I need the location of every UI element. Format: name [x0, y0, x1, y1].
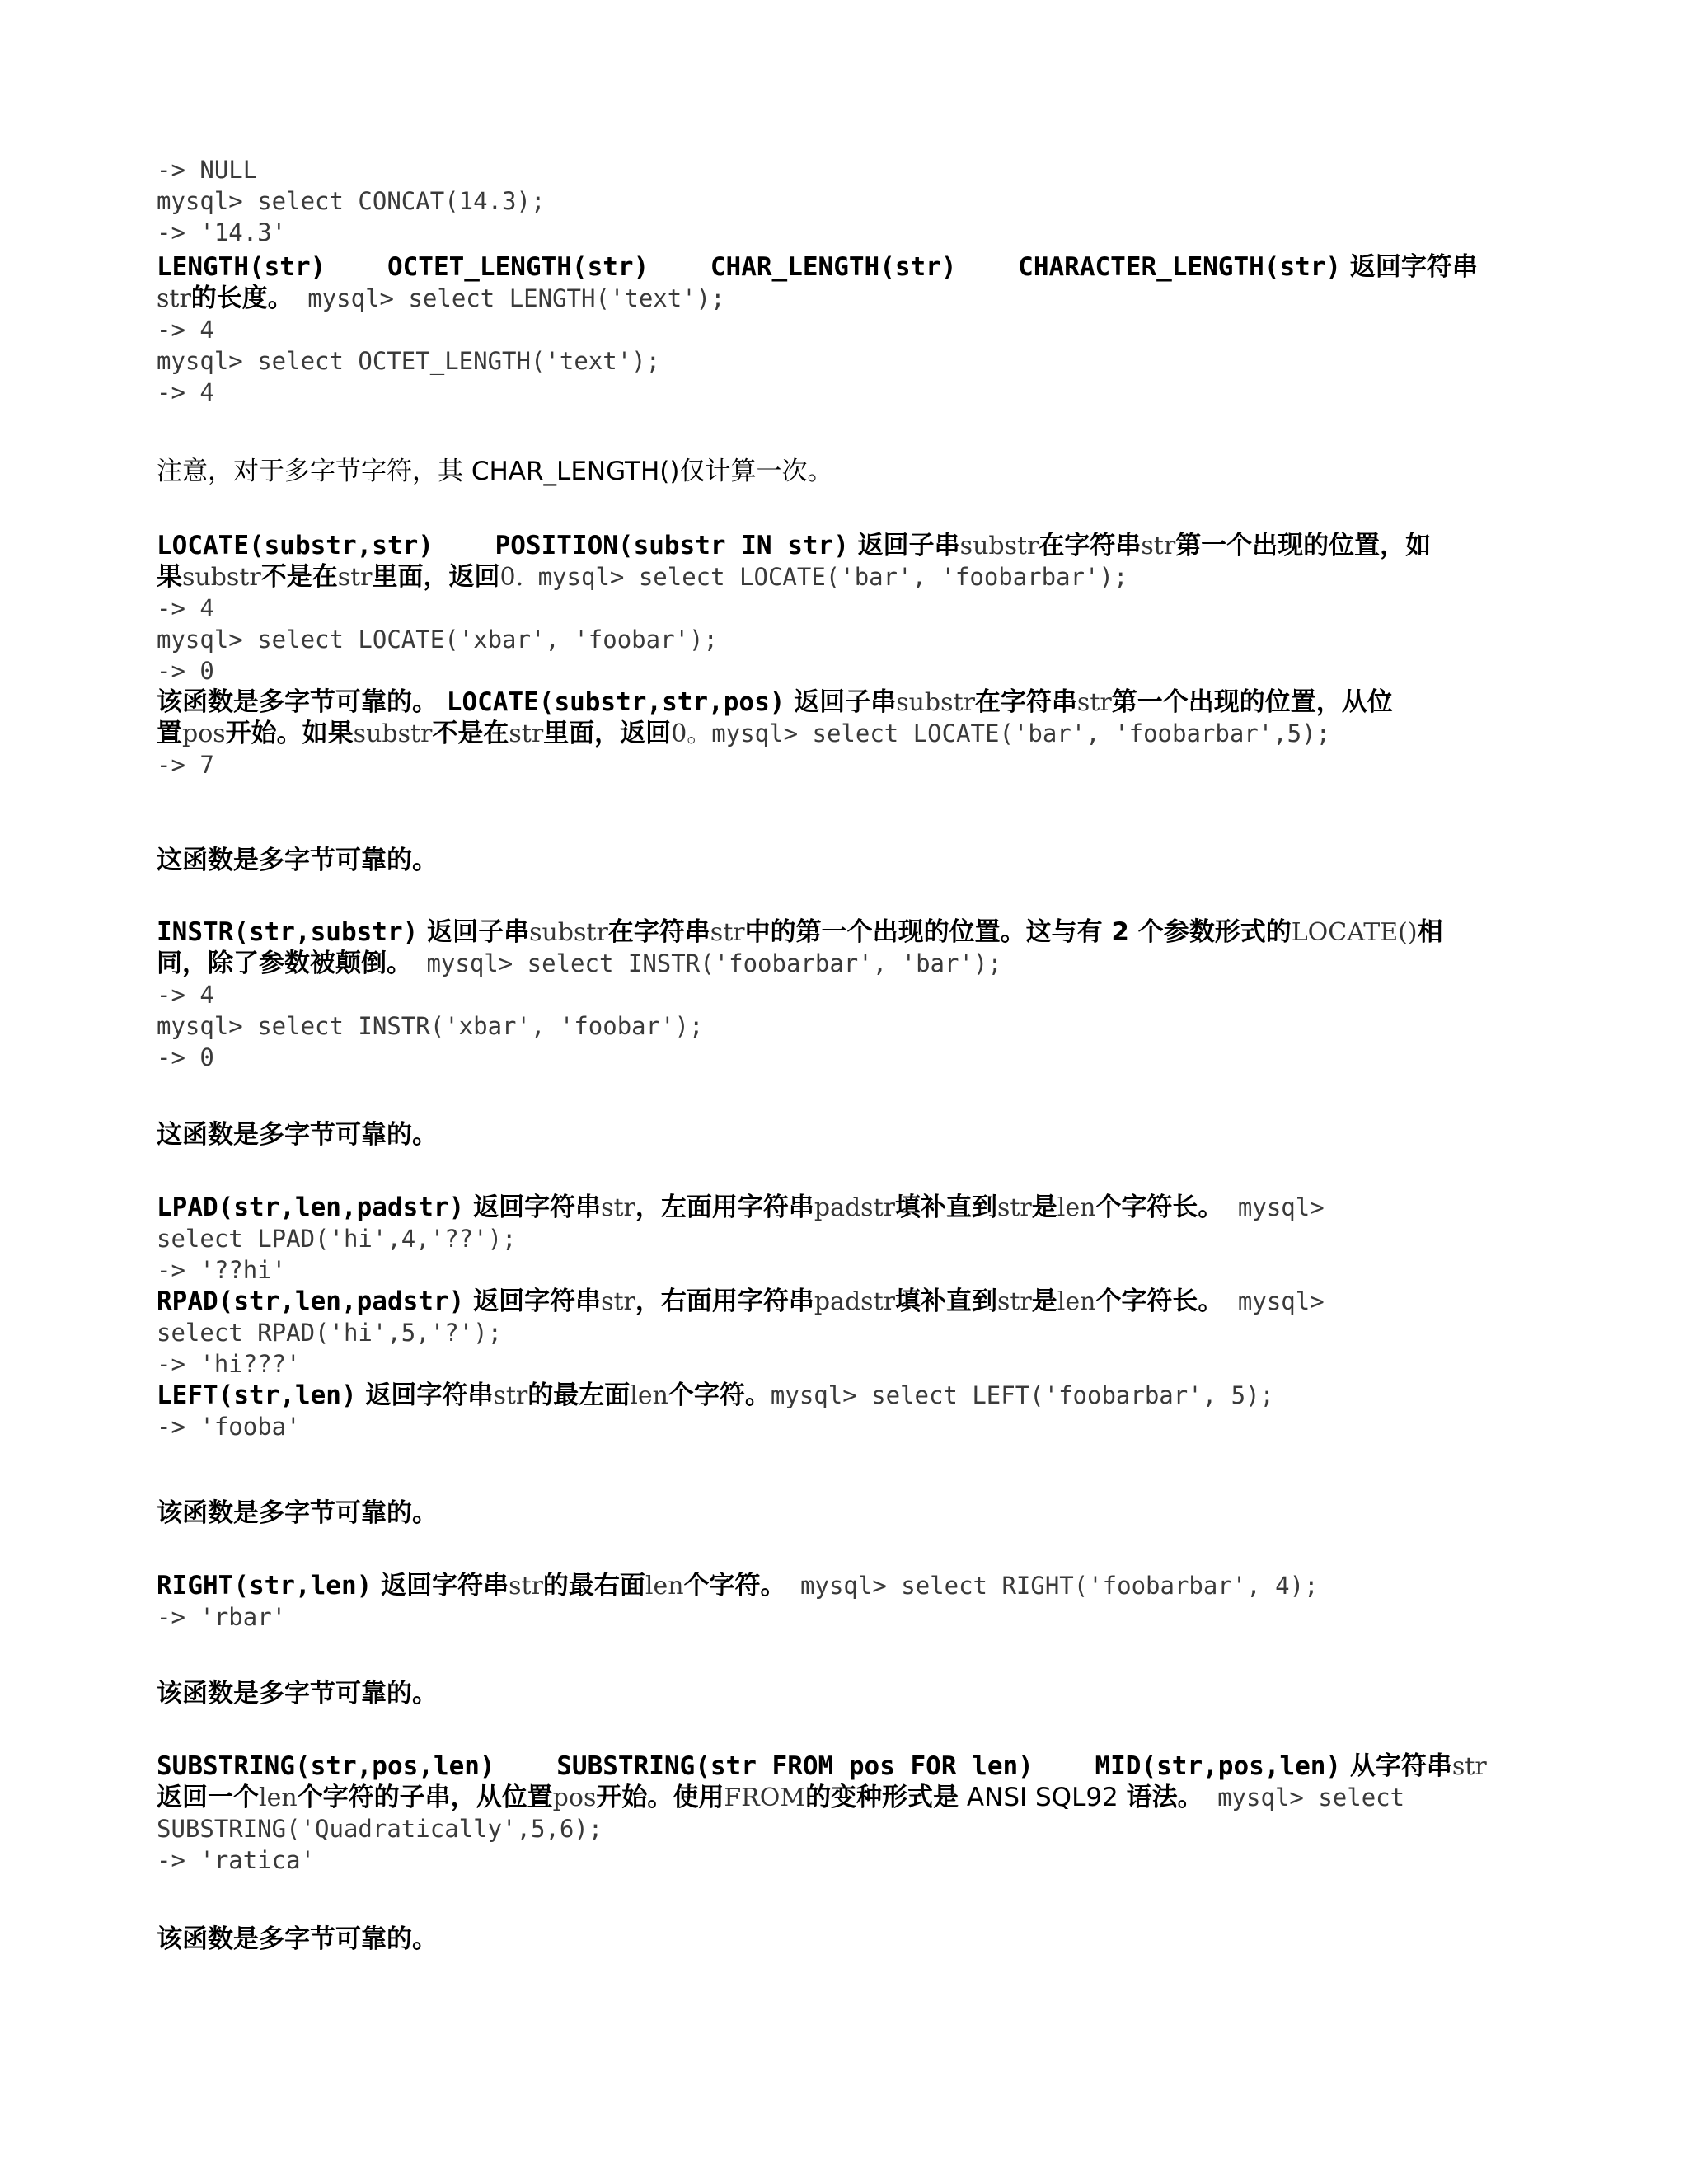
right-section: RIGHT(str,len) 返回字符串str的最右面len个字符。 mysql> select RIGHT('foobarbar', 4); -> 'rbar' [157, 1571, 1319, 1631]
length-heading: LENGTH(str) OCTET_LENGTH(str) CHAR_LENGTH(str) CHARACTER_LENGTH(str) [157, 252, 1342, 282]
locate-result-1: -> 4 [157, 594, 214, 622]
length-result-1: -> 4 [157, 316, 214, 344]
length-section: LENGTH(str) OCTET_LENGTH(str) CHAR_LENGTH(str) CHARACTER_LENGTH(str) 返回字符串 str的长度。 mysql> select LENGTH('text'); -> 4 mysql> select OCTET_LENGTH('text'); -> 4 [157, 252, 1478, 406]
instr-reliable-note: 这函数是多字节可靠的。 [157, 1120, 438, 1150]
rpad-query: select RPAD('hi',5,'?'); [157, 1319, 503, 1347]
right-heading: RIGHT(str,len) [157, 1571, 373, 1601]
length-result-2: -> 4 [157, 378, 214, 406]
length-query-1: mysql> select LENGTH('text'); [293, 284, 725, 312]
instr-result-2: -> 0 [157, 1043, 214, 1071]
concat-example [157, 154, 1541, 248]
concat-result: -> '14.3' [157, 218, 287, 246]
left-heading: LEFT(str,len) [157, 1380, 357, 1410]
locate-heading: LOCATE(substr,str) POSITION(substr IN str) [157, 531, 849, 560]
instr-query-1: mysql> select INSTR('foobarbar', 'bar'); [412, 949, 1002, 977]
length-note: 注意，对于多字节字符，其 CHAR_LENGTH()仅计算一次。 [157, 457, 833, 486]
left-result: -> 'fooba' [157, 1413, 301, 1441]
locate-result-2: -> 0 [157, 657, 214, 685]
length-query-2: mysql> select OCTET_LENGTH('text'); [157, 347, 661, 375]
lpad-heading: LPAD(str,len,padstr) [157, 1193, 465, 1222]
substring-query: SUBSTRING('Quadratically',5,6); [157, 1815, 603, 1843]
lpad-query: select LPAD('hi',4,'??'); [157, 1225, 517, 1253]
concat-query: mysql> select CONCAT(14.3); [157, 187, 546, 215]
substring-section: SUBSTRING(str,pos,len) SUBSTRING(str FROM pos FOR len) MID(str,pos,len) 从字符串str 返回一个len个字符的子串，从位置pos开始。使用FROM的变种形式是 ANSI SQL92 语法。 mysql> select SUBSTRING('Quadratically',5,6); -> 'ratica' [157, 1751, 1487, 1874]
rpad-heading: RPAD(str,len,padstr) [157, 1286, 465, 1316]
rpad-result: -> 'hi???' [157, 1350, 301, 1378]
instr-query-2: mysql> select INSTR('xbar', 'foobar'); [157, 1012, 704, 1040]
substring-heading: SUBSTRING(str,pos,len) SUBSTRING(str FROM pos FOR len) MID(str,pos,len) [157, 1751, 1342, 1781]
locate-reliable-note-2: 这函数是多字节可靠的。 [157, 846, 438, 875]
pad-section: LPAD(str,len,padstr) 返回字符串str，左面用字符串padstr填补直到str是len个字符长。 mysql> select LPAD('hi',4,'??'); -> '??hi' RPAD(str,len,padstr) 返回字符串str，右面用字符串padstr填补直到str是len个字符长。 mysql> select RPAD('hi',5,'?'); -> 'hi???' LEFT(str,len) 返回字符串str的最左面len个字符。mysql> select LEFT('foobarbar', 5); -> 'fooba' [157, 1193, 1325, 1441]
locate-result-3: -> 7 [157, 751, 214, 779]
lpad-result: -> '??hi' [157, 1256, 287, 1284]
locate-query-2: mysql> select LOCATE('xbar', 'foobar'); [157, 626, 718, 654]
substring-reliable-note: 该函数是多字节可靠的。 [157, 1924, 438, 1954]
instr-section: INSTR(str,substr) 返回子串substr在字符串str中的第一个出现的位置。这与有 2 个参数形式的LOCATE()相 同，除了参数被颠倒。 mysql> select INSTR('foobarbar', 'bar'); -> 4 mysql> select INSTR('xbar', 'foobar'); -> 0 [157, 917, 1443, 1071]
locate-query-1: mysql> select LOCATE('bar', 'foobarbar'); [523, 563, 1128, 591]
concat-result-null: -> NULL [157, 156, 258, 184]
locate-reliable-note: 该函数是多字节可靠的。 [157, 687, 438, 717]
locate-pos-heading: LOCATE(substr,str,pos) [446, 687, 785, 717]
substring-result: -> 'ratica' [157, 1846, 316, 1874]
locate-section: LOCATE(substr,str) POSITION(substr IN str) 返回子串substr在字符串str第一个出现的位置，如 果substr不是在str里面，返回0. mysql> select LOCATE('bar', 'foobarbar'); -> 4 mysql> select LOCATE('xbar', 'foobar'); -> 0 该函数是多字节可靠的。 LOCATE(substr,str,pos) 返回子串substr在字符串str第一个出现的位置，从位 置pos开始。如果substr不是在str里面，返回0。mysql> select LOCATE('bar', 'foobarbar',5); -> 7 [157, 531, 1432, 779]
right-reliable-note: 该函数是多字节可靠的。 [157, 1679, 438, 1708]
instr-result-1: -> 4 [157, 981, 214, 1009]
left-reliable-note: 该函数是多字节可靠的。 [157, 1498, 438, 1528]
instr-heading: INSTR(str,substr) [157, 917, 419, 947]
locate-query-3: mysql> select LOCATE('bar', 'foobarbar',5); [711, 719, 1331, 748]
right-result: -> 'rbar' [157, 1603, 287, 1631]
right-query: mysql> select RIGHT('foobarbar', 4); [785, 1572, 1319, 1600]
left-query: mysql> select LEFT('foobarbar', 5); [770, 1381, 1274, 1409]
